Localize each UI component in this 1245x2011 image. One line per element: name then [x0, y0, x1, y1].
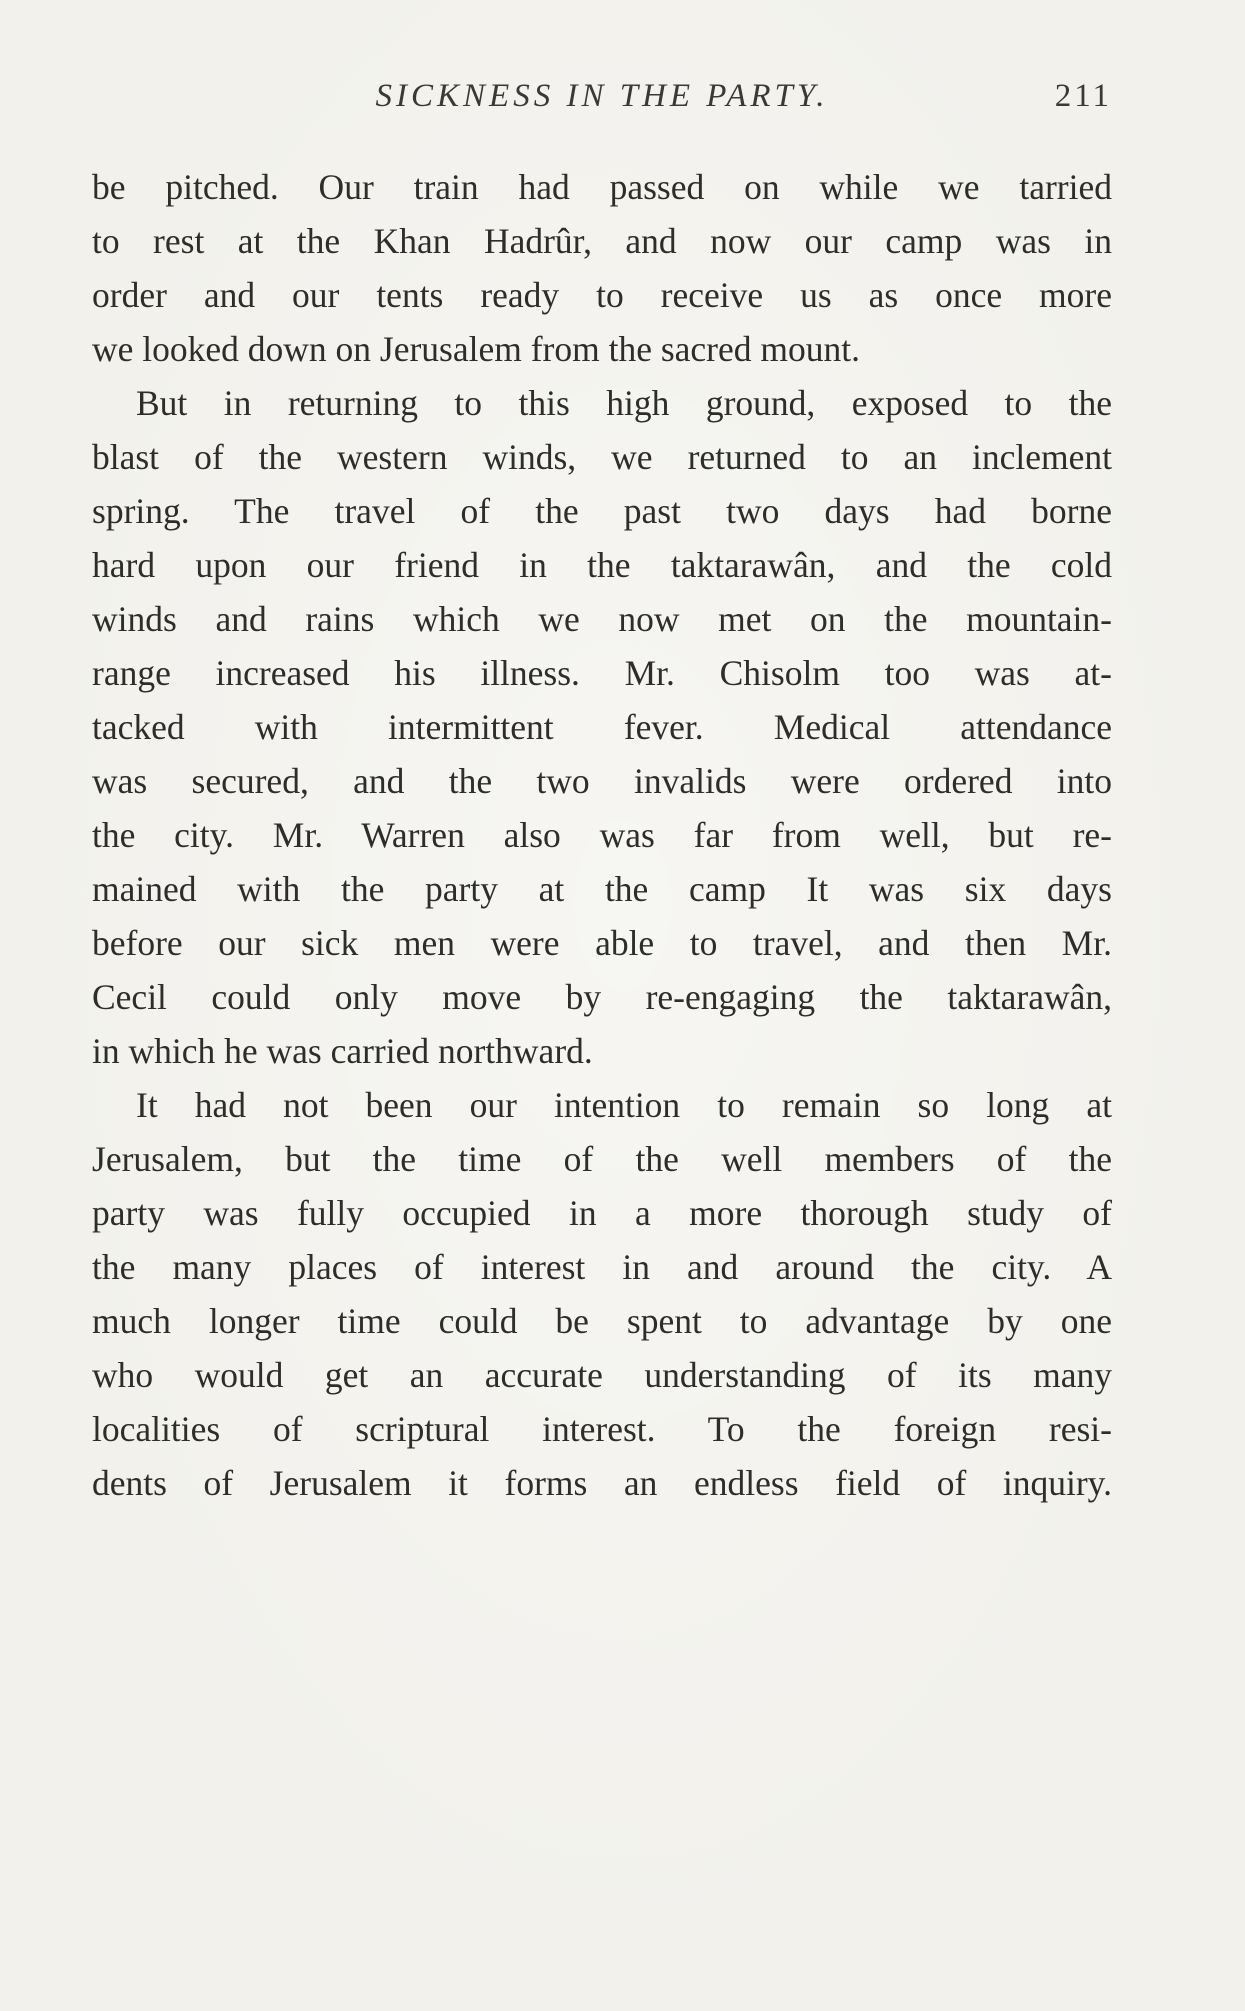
text-line: dents of Jerusalem it forms an endless field of inquiry. — [92, 1463, 1112, 1503]
text-line: in which he was carried northward. — [92, 1031, 593, 1071]
paragraph-start-line: But in returning to this high ground, exposed to the — [136, 383, 1112, 423]
text-line: party was fully occupied in a more thorough study of — [92, 1193, 1112, 1233]
text-line: blast of the western winds, we returned to an inclement — [92, 437, 1112, 477]
running-title: SICKNESS IN THE PARTY. — [375, 78, 829, 114]
text-line: who would get an accurate understanding of its many — [92, 1355, 1112, 1395]
text-line: order and our tents ready to receive us as once more — [92, 275, 1112, 315]
text-line: be pitched. Our train had passed on while we tarried — [92, 167, 1112, 207]
text-line: Cecil could only move by re-engaging the taktarawân, — [92, 977, 1112, 1017]
text-line: localities of scriptural interest. To the foreign resi- — [92, 1409, 1112, 1449]
body-text — [92, 160, 1112, 1510]
text-line: range increased his illness. Mr. Chisolm too was at- — [92, 653, 1112, 693]
text-line: hard upon our friend in the taktarawân, and the cold — [92, 545, 1112, 585]
text-line: spring. The travel of the past two days had borne — [92, 491, 1112, 531]
text-line: to rest at the Khan Hadrûr, and now our camp was in — [92, 221, 1112, 261]
running-head — [92, 78, 1112, 128]
page-number: 211 — [1054, 78, 1112, 114]
paragraph-start-line: It had not been our intention to remain so long at — [136, 1085, 1112, 1125]
text-line: before our sick men were able to travel, and then Mr. — [92, 923, 1112, 963]
text-line: the city. Mr. Warren also was far from well, but re- — [92, 815, 1112, 855]
text-line: mained with the party at the camp It was six days — [92, 869, 1112, 909]
text-line: the many places of interest in and around the city. A — [92, 1247, 1112, 1287]
text-line: we looked down on Jerusalem from the sacred mount. — [92, 329, 860, 369]
text-line: was secured, and the two invalids were ordered into — [92, 761, 1112, 801]
text-line: tacked with intermittent fever. Medical attendance — [92, 707, 1112, 747]
text-line: much longer time could be spent to advantage by one — [92, 1301, 1112, 1341]
text-line: winds and rains which we now met on the mountain- — [92, 599, 1112, 639]
text-line: Jerusalem, but the time of the well members of the — [92, 1139, 1112, 1179]
